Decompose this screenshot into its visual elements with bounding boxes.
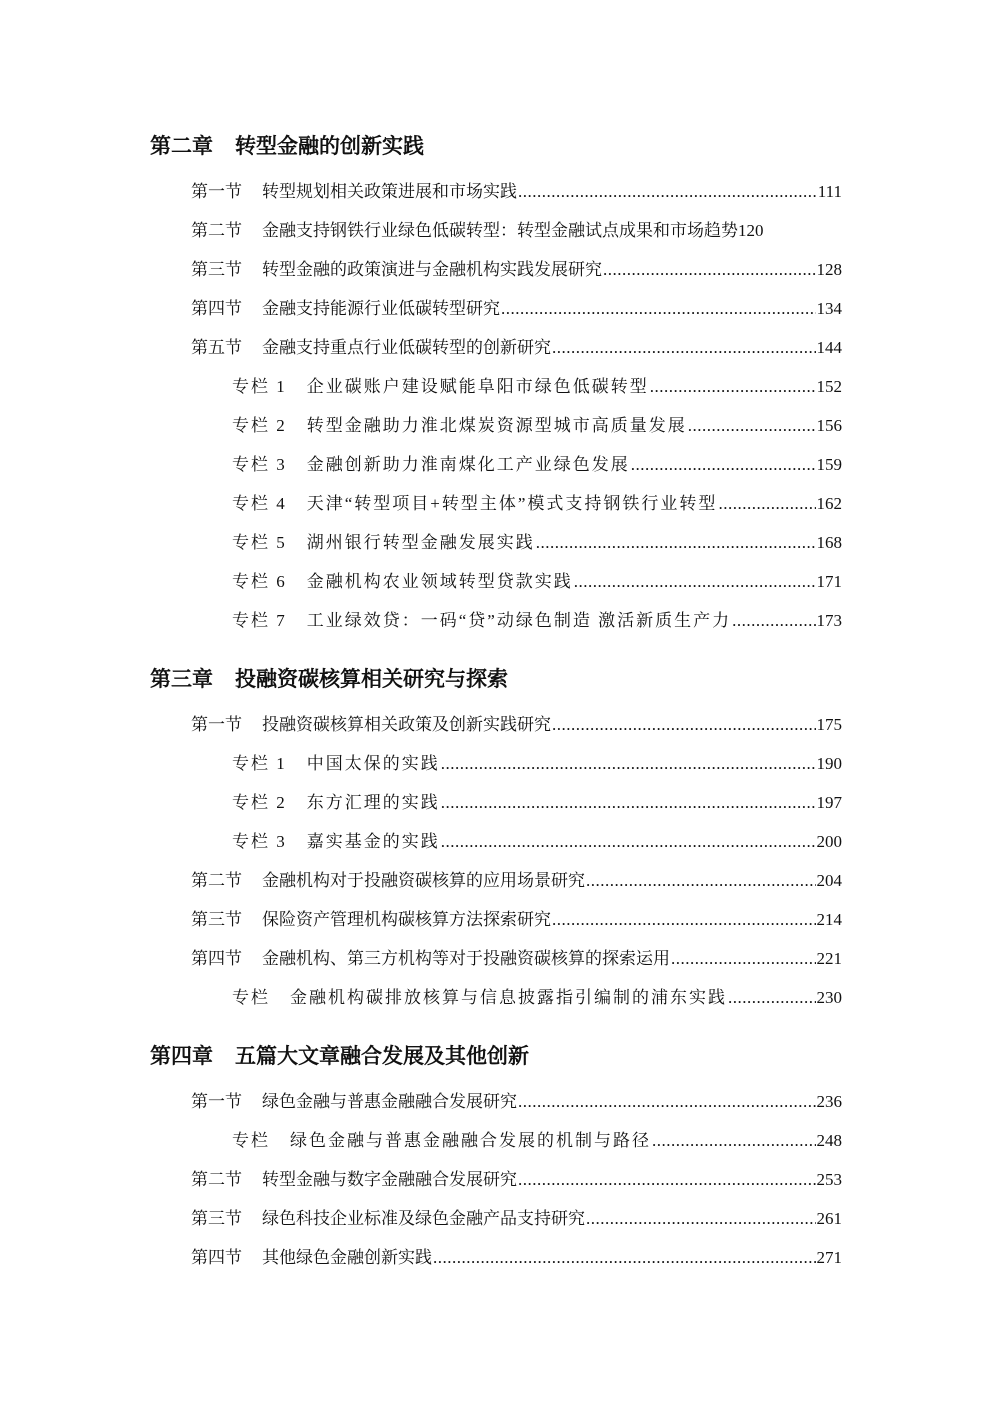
leader-dots <box>441 783 816 822</box>
page-number: 173 <box>816 611 842 630</box>
entry-title: 金融机构农业领域转型贷款实践 <box>306 572 573 591</box>
entry-title: 绿色金融与普惠金融融合发展研究 <box>262 1092 517 1111</box>
leader-dots <box>574 562 816 601</box>
leader-dots <box>501 289 816 328</box>
toc-section-entry[interactable] <box>0 1238 842 1277</box>
page-number: 230 <box>816 988 842 1007</box>
page-number: 111 <box>817 182 842 201</box>
entry-title: 其他绿色金融创新实践 <box>262 1248 432 1267</box>
toc-section-entry[interactable] <box>0 211 842 250</box>
leader-dots <box>718 484 815 523</box>
page-number: 134 <box>816 299 842 318</box>
entry-title: 绿色科技企业标准及绿色金融产品支持研究 <box>262 1209 585 1228</box>
entry-label: 第一节 <box>191 715 242 734</box>
toc-column-entry[interactable] <box>0 978 842 1017</box>
entry-title: 绿色金融与普惠金融融合发展的机制与路径 <box>290 1131 651 1150</box>
entry-label: 第三节 <box>191 260 242 279</box>
entry-label: 第三节 <box>191 910 242 929</box>
entry-label: 专栏 6 <box>232 572 287 591</box>
page-number: 120 <box>738 221 764 240</box>
page-number: 190 <box>816 754 842 773</box>
leader-dots <box>631 445 816 484</box>
chapter-heading[interactable] <box>0 654 992 705</box>
entry-title: 金融支持钢铁行业绿色低碳转型：转型金融试点成果和市场趋势 <box>262 221 738 240</box>
entry-label: 专栏 <box>232 1131 270 1150</box>
entry-title: 金融机构对于投融资碳核算的应用场景研究 <box>262 871 585 890</box>
toc-column-entry[interactable] <box>0 744 842 783</box>
toc-column-entry[interactable] <box>0 406 842 445</box>
toc-column-entry[interactable] <box>0 367 842 406</box>
entry-label: 第一节 <box>191 182 242 201</box>
toc-section-entry[interactable] <box>0 1160 842 1199</box>
leader-dots <box>552 705 816 744</box>
entry-title: 中国太保的实践 <box>306 754 440 773</box>
chapter-section <box>0 654 992 1017</box>
page-number: 128 <box>816 260 842 279</box>
entry-title: 转型金融与数字金融融合发展研究 <box>262 1170 517 1189</box>
entry-title: 金融机构、第三方机构等对于投融资碳核算的探索运用 <box>262 949 670 968</box>
leader-dots <box>518 172 817 211</box>
page-number: 144 <box>816 338 842 357</box>
chapter-title: 投融资碳核算相关研究与探索 <box>235 668 508 691</box>
toc-column-entry[interactable] <box>0 445 842 484</box>
entry-label: 第一节 <box>191 1092 242 1111</box>
page-number: 200 <box>816 832 842 851</box>
entry-label: 第三节 <box>191 1209 242 1228</box>
entry-label: 第四节 <box>191 299 242 318</box>
toc-column-entry[interactable] <box>0 562 842 601</box>
leader-dots <box>518 1160 816 1199</box>
toc-column-entry[interactable] <box>0 822 842 861</box>
entry-label: 专栏 2 <box>232 793 287 812</box>
page-number: 175 <box>816 715 842 734</box>
toc-section-entry[interactable] <box>0 939 842 978</box>
chapter-section <box>0 121 992 640</box>
entry-title: 金融支持重点行业低碳转型的创新研究 <box>262 338 551 357</box>
entry-title: 转型金融助力淮北煤炭资源型城市高质量发展 <box>306 416 687 435</box>
entry-title: 企业碳账户建设赋能阜阳市绿色低碳转型 <box>306 377 649 396</box>
toc-column-entry[interactable] <box>0 484 842 523</box>
entry-title: 保险资产管理机构碳核算方法探索研究 <box>262 910 551 929</box>
leader-dots <box>552 900 816 939</box>
chapter-number: 第二章 <box>150 135 213 158</box>
toc-column-entry[interactable] <box>0 523 842 562</box>
entry-label: 专栏 <box>232 988 270 1007</box>
entry-label: 专栏 4 <box>232 494 287 513</box>
entry-label: 专栏 3 <box>232 455 287 474</box>
entry-label: 第二节 <box>191 221 242 240</box>
leader-dots <box>552 328 816 367</box>
leader-dots <box>732 601 815 640</box>
entry-title: 转型规划相关政策进展和市场实践 <box>262 182 517 201</box>
entry-title: 金融创新助力淮南煤化工产业绿色发展 <box>306 455 630 474</box>
page-number: 171 <box>816 572 842 591</box>
leader-dots <box>441 822 816 861</box>
toc-section-entry[interactable] <box>0 1199 842 1238</box>
entry-title: 投融资碳核算相关政策及创新实践研究 <box>262 715 551 734</box>
entry-title: 转型金融的政策演进与金融机构实践发展研究 <box>262 260 602 279</box>
chapter-number: 第四章 <box>150 1045 213 1068</box>
page-number: 204 <box>816 871 842 890</box>
entry-label: 第二节 <box>191 871 242 890</box>
leader-dots <box>433 1238 816 1277</box>
toc-section-entry[interactable] <box>0 172 842 211</box>
toc-section-entry[interactable] <box>0 861 842 900</box>
entry-label: 专栏 3 <box>232 832 287 851</box>
toc-section-entry[interactable] <box>0 705 842 744</box>
entry-title: 嘉实基金的实践 <box>306 832 440 851</box>
entry-title: 工业绿效贷：一码“贷”动绿色制造 激活新质生产力 <box>306 611 732 630</box>
page-number: 271 <box>816 1248 842 1267</box>
chapter-number: 第三章 <box>150 668 213 691</box>
entry-label: 专栏 5 <box>232 533 287 552</box>
toc-section-entry[interactable] <box>0 328 842 367</box>
leader-dots <box>586 1199 816 1238</box>
page-number: 253 <box>816 1170 842 1189</box>
toc-section-entry[interactable] <box>0 250 842 289</box>
toc-section-entry[interactable] <box>0 900 842 939</box>
toc-section-entry[interactable] <box>0 289 842 328</box>
page-number: 168 <box>816 533 842 552</box>
entry-title: 金融机构碳排放核算与信息披露指引编制的浦东实践 <box>290 988 727 1007</box>
page-number: 261 <box>816 1209 842 1228</box>
leader-dots <box>652 1121 816 1160</box>
page-number: 162 <box>816 494 842 513</box>
entry-title: 东方汇理的实践 <box>306 793 440 812</box>
page-number: 248 <box>816 1131 842 1150</box>
leader-dots <box>441 744 816 783</box>
leader-dots <box>603 250 816 289</box>
entry-label: 专栏 1 <box>232 377 287 396</box>
toc-column-entry[interactable] <box>0 1121 842 1160</box>
page-number: 159 <box>816 455 842 474</box>
entry-label: 第五节 <box>191 338 242 357</box>
leader-dots <box>688 406 816 445</box>
entry-label: 第四节 <box>191 949 242 968</box>
entry-label: 第四节 <box>191 1248 242 1267</box>
leader-dots <box>650 367 816 406</box>
entry-label: 专栏 2 <box>232 416 287 435</box>
leader-dots <box>518 1082 816 1121</box>
page-number: 156 <box>816 416 842 435</box>
chapter-section <box>0 1031 992 1277</box>
leader-dots <box>728 978 816 1017</box>
entry-title: 湖州银行转型金融发展实践 <box>306 533 535 552</box>
page-number: 152 <box>816 377 842 396</box>
entry-label: 专栏 1 <box>232 754 287 773</box>
entry-label: 专栏 7 <box>232 611 287 630</box>
entry-title: 金融支持能源行业低碳转型研究 <box>262 299 500 318</box>
page-number: 236 <box>816 1092 842 1111</box>
entry-label: 第二节 <box>191 1170 242 1189</box>
page-number: 221 <box>816 949 842 968</box>
page-number: 197 <box>816 793 842 812</box>
chapter-title: 转型金融的创新实践 <box>235 135 424 158</box>
table-of-contents <box>0 121 992 1277</box>
entry-title: 天津“转型项目+转型主体”模式支持钢铁行业转型 <box>306 494 718 513</box>
chapter-title: 五篇大文章融合发展及其他创新 <box>235 1045 529 1068</box>
chapter-heading[interactable] <box>0 121 992 172</box>
leader-dots <box>536 523 816 562</box>
page-number: 214 <box>816 910 842 929</box>
chapter-heading[interactable] <box>0 1031 992 1082</box>
toc-column-entry[interactable] <box>0 601 842 640</box>
leader-dots <box>586 861 816 900</box>
toc-column-entry[interactable] <box>0 783 842 822</box>
toc-section-entry[interactable] <box>0 1082 842 1121</box>
leader-dots <box>671 939 816 978</box>
